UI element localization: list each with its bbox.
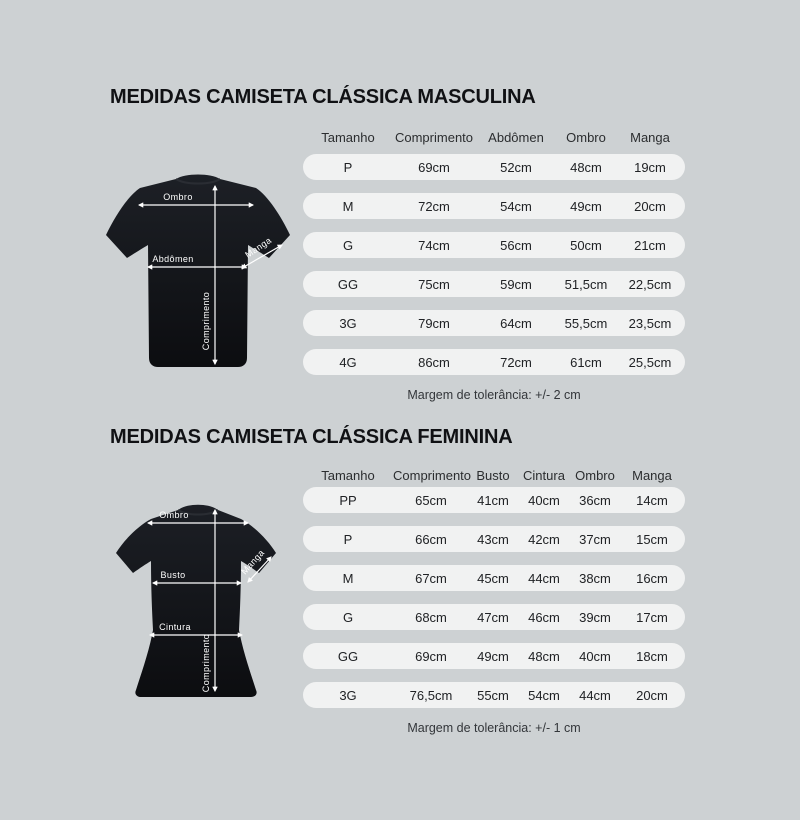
table-row — [303, 643, 685, 669]
table-cell: 48cm — [570, 159, 602, 175]
ombro-label: Ombro — [159, 510, 189, 520]
table-cell: 42cm — [528, 531, 560, 547]
table-cell: G — [342, 609, 354, 625]
womens-shirt-illustration — [88, 492, 310, 727]
table-cell: 38cm — [579, 570, 611, 586]
womens-shirt-silhouette — [116, 505, 276, 697]
table-row — [303, 193, 685, 219]
table-cell: 40cm — [528, 492, 560, 508]
table-cell: GG — [337, 648, 359, 664]
table-cell: 18cm — [636, 648, 668, 664]
table-cell: 14cm — [636, 492, 668, 508]
table-cell: 37cm — [579, 531, 611, 547]
table-row — [303, 271, 685, 297]
table-cell: 86cm — [418, 354, 450, 370]
mens-tolerance-note: Margem de tolerância: +/- 2 cm — [407, 388, 581, 402]
comprimento-label: Comprimento — [201, 291, 211, 351]
table-cell: 4G — [339, 354, 357, 370]
womens-size-table — [303, 463, 685, 735]
womens-tolerance-note: Margem de tolerância: +/- 1 cm — [407, 721, 581, 735]
table-cell: 55,5cm — [564, 315, 608, 331]
cintura-label: Cintura — [159, 622, 191, 632]
table-cell: 56cm — [500, 237, 532, 253]
table-cell: 72cm — [500, 354, 532, 370]
table-cell: 49cm — [477, 648, 509, 664]
table-row — [303, 526, 685, 552]
table-cell: PP — [339, 492, 357, 508]
manga-label: Manga — [239, 547, 267, 577]
table-cell: P — [343, 159, 353, 175]
table-cell: M — [342, 570, 354, 586]
table-row — [303, 232, 685, 258]
busto-label: Busto — [160, 570, 186, 580]
table-cell: 75cm — [418, 276, 450, 292]
mens-shirt-diagram — [95, 158, 310, 385]
column-header: Comprimento — [394, 129, 474, 145]
mens-shirt-silhouette — [106, 175, 290, 368]
table-cell: 76,5cm — [409, 687, 453, 703]
table-cell: 65cm — [415, 492, 447, 508]
table-cell: 72cm — [418, 198, 450, 214]
table-row — [303, 310, 685, 336]
table-cell: P — [343, 531, 353, 547]
table-cell: 39cm — [579, 609, 611, 625]
mens-size-table — [303, 125, 685, 402]
womens-table-body — [303, 487, 685, 708]
table-cell: 44cm — [579, 687, 611, 703]
table-cell: 41cm — [477, 492, 509, 508]
table-row — [303, 565, 685, 591]
column-header: Manga — [630, 129, 670, 145]
table-cell: 23,5cm — [628, 315, 672, 331]
table-cell: 15cm — [636, 531, 668, 547]
table-cell: 79cm — [418, 315, 450, 331]
table-cell: G — [342, 237, 354, 253]
table-cell: GG — [337, 276, 359, 292]
womens-table-header-row — [303, 463, 685, 487]
manga-label: Manga — [243, 235, 274, 260]
womens-shirt-diagram — [88, 492, 310, 732]
table-cell: 44cm — [528, 570, 560, 586]
section-title-masculina: MEDIDAS CAMISETA CLÁSSICA MASCULINA — [110, 86, 536, 108]
table-cell: 17cm — [636, 609, 668, 625]
column-header: Tamanho — [321, 129, 375, 145]
comprimento-label: Comprimento — [201, 633, 211, 693]
column-header: Busto — [476, 467, 510, 483]
table-cell: 61cm — [570, 354, 602, 370]
table-row — [303, 682, 685, 708]
column-header: Comprimento — [393, 467, 472, 483]
mens-table-header-row — [303, 125, 685, 149]
table-cell: 52cm — [500, 159, 532, 175]
abdomen-label: Abdômen — [152, 254, 194, 264]
ombro-label: Ombro — [163, 192, 193, 202]
column-header: Cintura — [523, 467, 565, 483]
table-cell: 74cm — [418, 237, 450, 253]
table-cell: 21cm — [634, 237, 666, 253]
table-cell: 20cm — [634, 198, 666, 214]
table-row — [303, 349, 685, 375]
table-cell: 51,5cm — [564, 276, 608, 292]
table-cell: 16cm — [636, 570, 668, 586]
table-cell: 47cm — [477, 609, 509, 625]
table-cell: 43cm — [477, 531, 509, 547]
table-cell: 48cm — [528, 648, 560, 664]
table-cell: 66cm — [415, 531, 447, 547]
table-row — [303, 154, 685, 180]
table-cell: 67cm — [415, 570, 447, 586]
table-cell: 69cm — [415, 648, 447, 664]
section-title-feminina: MEDIDAS CAMISETA CLÁSSICA FEMININA — [110, 426, 513, 448]
column-header: Ombro — [566, 129, 606, 145]
table-cell: 54cm — [528, 687, 560, 703]
table-cell: 46cm — [528, 609, 560, 625]
table-cell: M — [342, 198, 354, 214]
table-cell: 19cm — [634, 159, 666, 175]
table-cell: 3G — [339, 687, 357, 703]
table-cell: 64cm — [500, 315, 532, 331]
table-cell: 20cm — [636, 687, 668, 703]
table-cell: 55cm — [477, 687, 509, 703]
mens-table-body — [303, 154, 685, 375]
column-header: Tamanho — [321, 467, 375, 483]
table-cell: 54cm — [500, 198, 532, 214]
table-cell: 49cm — [570, 198, 602, 214]
table-cell: 22,5cm — [628, 276, 672, 292]
table-cell: 45cm — [477, 570, 509, 586]
column-header: Abdômen — [488, 129, 544, 145]
table-row — [303, 487, 685, 513]
column-header: Manga — [632, 467, 672, 483]
table-cell: 50cm — [570, 237, 602, 253]
mens-shirt-illustration — [95, 158, 310, 380]
table-cell: 25,5cm — [628, 354, 672, 370]
table-cell: 59cm — [500, 276, 532, 292]
table-cell: 68cm — [415, 609, 447, 625]
table-cell: 40cm — [579, 648, 611, 664]
table-cell: 36cm — [579, 492, 611, 508]
table-cell: 69cm — [418, 159, 450, 175]
table-cell: 3G — [339, 315, 357, 331]
column-header: Ombro — [575, 467, 615, 483]
table-row — [303, 604, 685, 630]
